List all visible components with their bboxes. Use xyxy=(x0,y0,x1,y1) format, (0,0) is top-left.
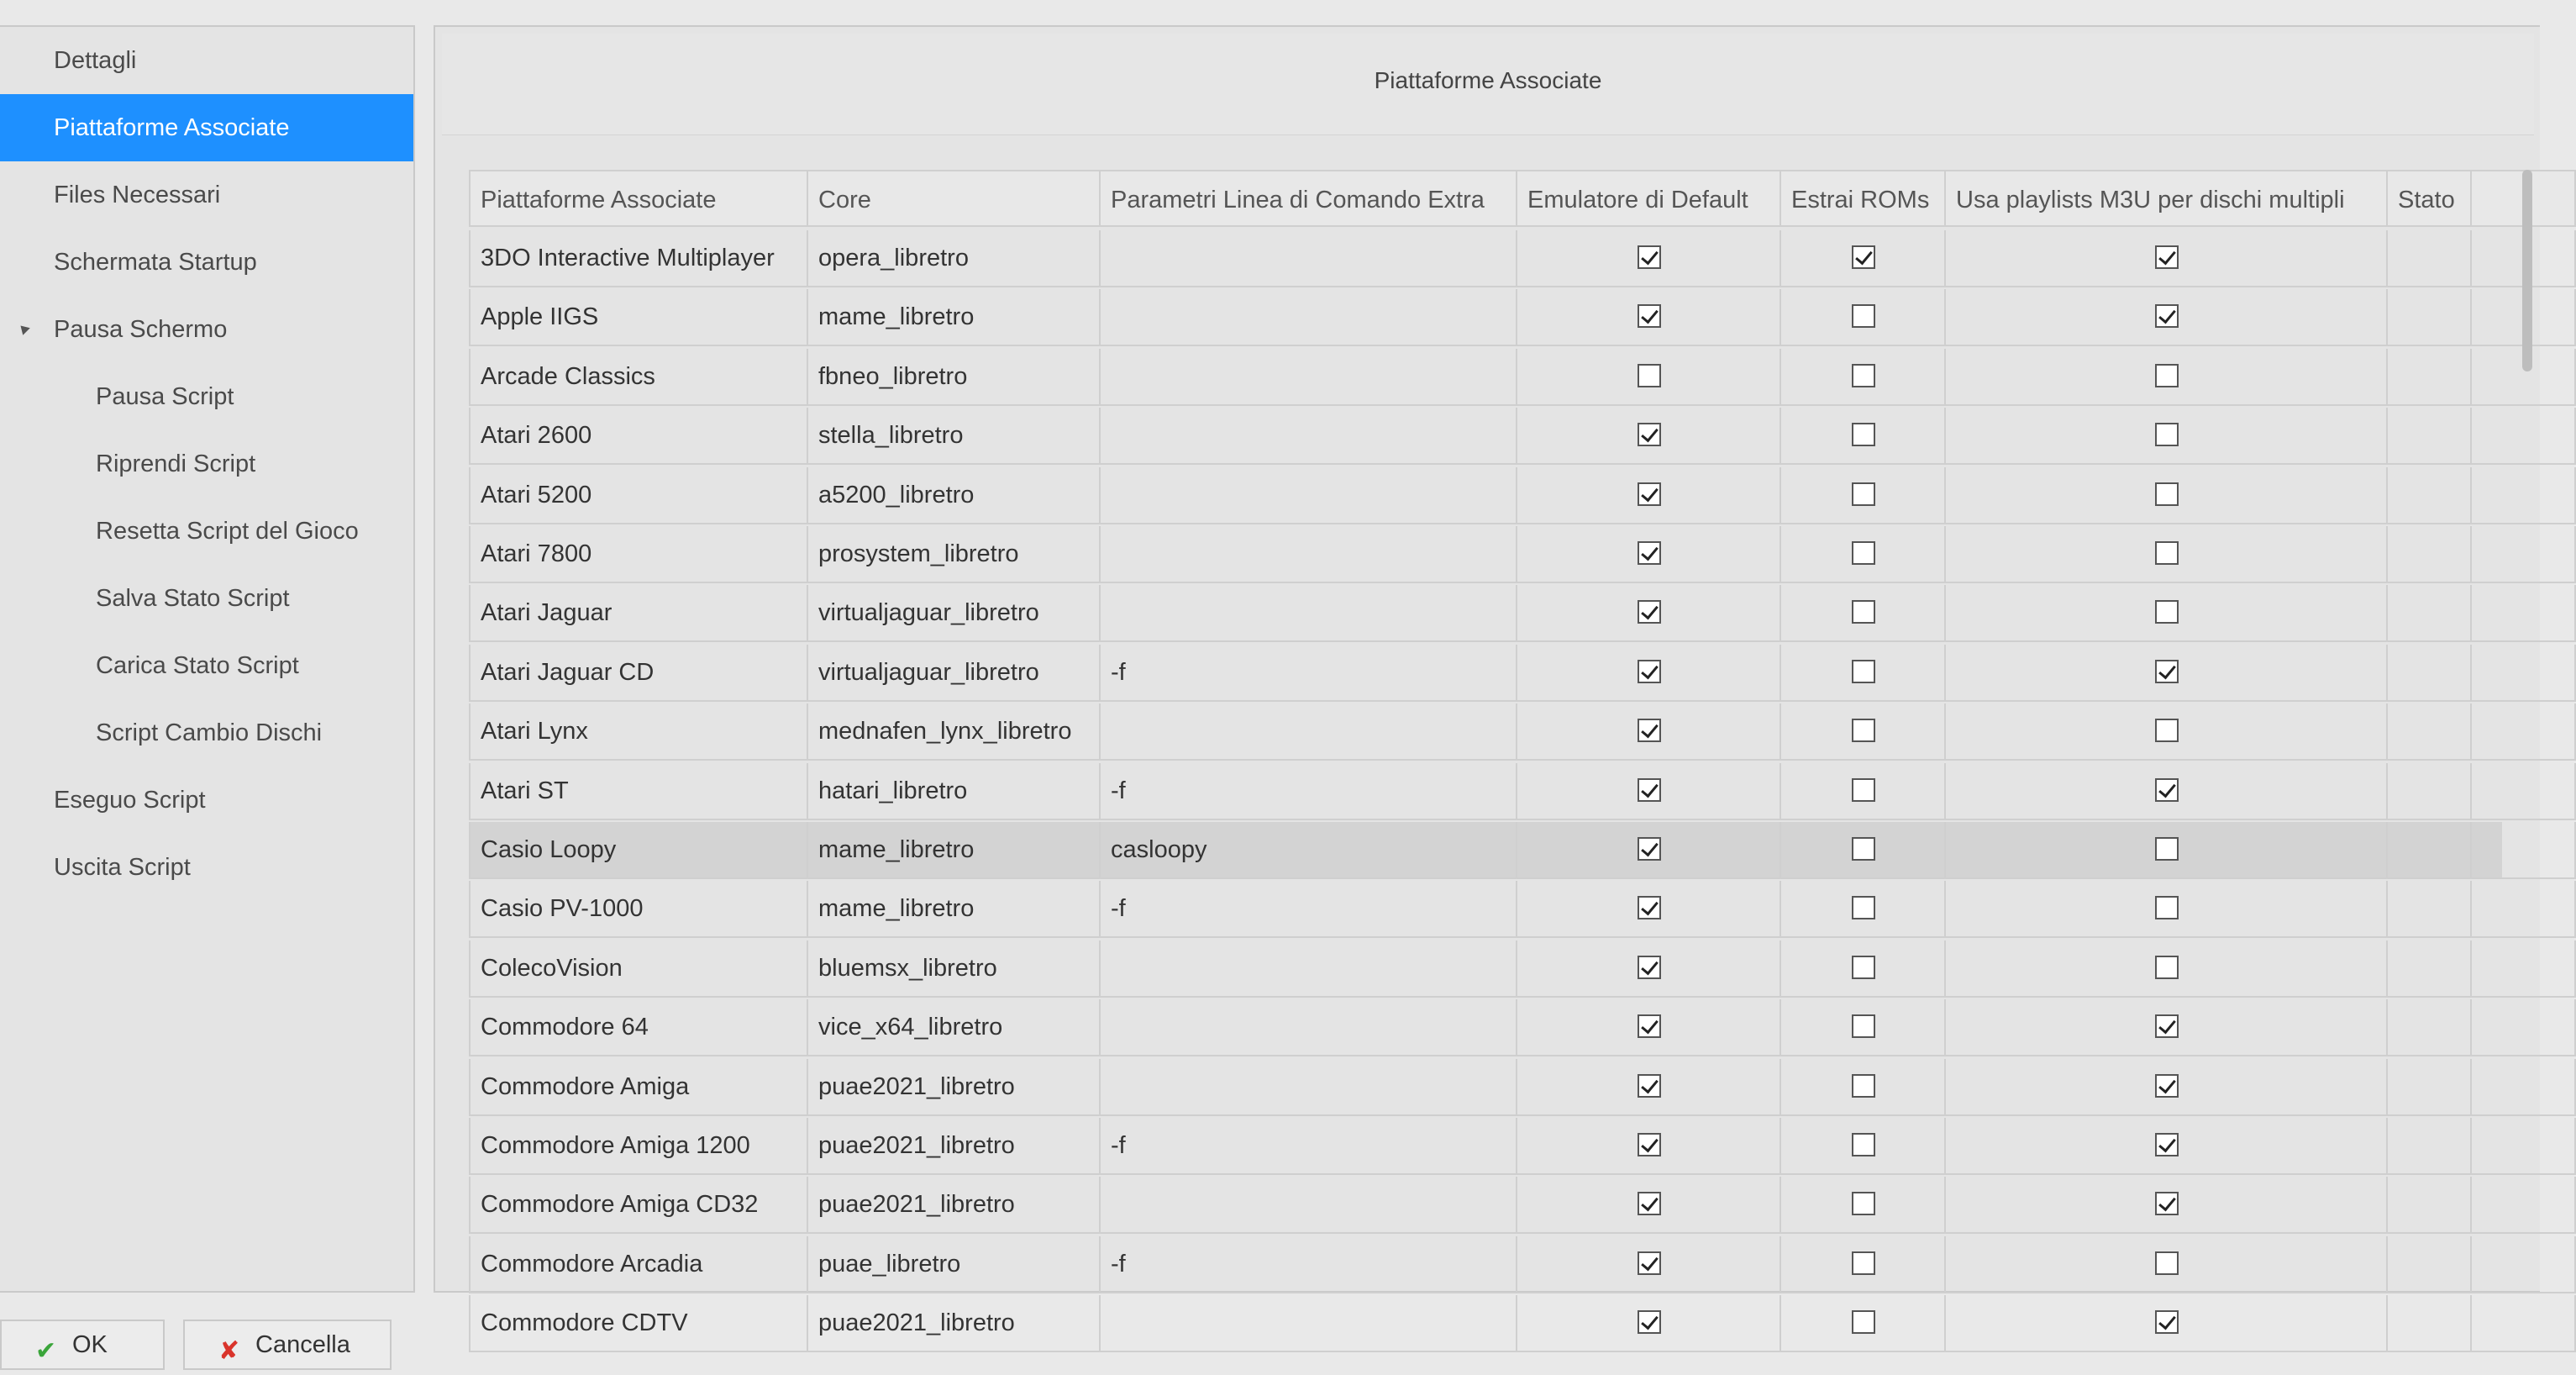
sidebar-item-label: Script Cambio Dischi xyxy=(96,719,323,746)
default-checkbox-cell xyxy=(1517,289,1781,346)
platform-cell[interactable]: Atari 2600 xyxy=(469,408,808,465)
core-cell[interactable]: puae2021_libretro xyxy=(808,1295,1101,1352)
m3u-checkbox-cell xyxy=(1946,822,2388,879)
default-checkbox[interactable] xyxy=(1638,541,1661,565)
default-checkbox-cell xyxy=(1517,703,1781,761)
status-cell xyxy=(2388,703,2472,761)
sidebar-item-label: Piattaforme Associate xyxy=(54,114,290,141)
extract-checkbox[interactable] xyxy=(1852,1310,1875,1334)
core-cell[interactable]: bluemsx_libretro xyxy=(808,940,1101,998)
platforms-table xyxy=(469,141,2519,1337)
extract-checkbox-cell xyxy=(1781,763,1946,820)
default-checkbox[interactable] xyxy=(1638,423,1661,446)
sidebar-item-pausa-schermo[interactable] xyxy=(0,296,413,363)
m3u-checkbox[interactable] xyxy=(2155,956,2179,979)
platform-cell[interactable]: Commodore Arcadia xyxy=(469,1236,808,1293)
m3u-checkbox[interactable] xyxy=(2155,245,2179,269)
core-cell[interactable]: puae_libretro xyxy=(808,1236,1101,1293)
sidebar-item-uscita-script[interactable] xyxy=(0,834,413,901)
platform-cell[interactable]: 3DO Interactive Multiplayer xyxy=(469,230,808,287)
close-icon: ✘ xyxy=(218,1337,240,1365)
table-row[interactable] xyxy=(469,999,2502,1056)
checkmark-icon: ✔ xyxy=(35,1337,57,1365)
sidebar-nav xyxy=(0,25,415,1293)
params-cell[interactable]: -f xyxy=(1101,1118,1517,1175)
params-cell[interactable] xyxy=(1101,408,1517,465)
m3u-checkbox[interactable] xyxy=(2155,541,2179,565)
platform-cell[interactable]: Commodore Amiga xyxy=(469,1059,808,1116)
default-checkbox-cell xyxy=(1517,1236,1781,1293)
status-cell xyxy=(2388,349,2472,406)
extract-checkbox-cell xyxy=(1781,703,1946,761)
default-checkbox[interactable] xyxy=(1638,304,1661,328)
default-checkbox[interactable] xyxy=(1638,1014,1661,1038)
column-header[interactable]: Emulatore di Default xyxy=(1517,170,1781,227)
extract-checkbox-cell xyxy=(1781,881,1946,938)
params-cell[interactable] xyxy=(1101,349,1517,406)
status-cell xyxy=(2388,881,2472,938)
column-header[interactable]: Parametri Linea di Comando Extra xyxy=(1101,170,1517,227)
extract-checkbox[interactable] xyxy=(1852,423,1875,446)
table-row[interactable] xyxy=(469,408,2502,465)
table-row[interactable] xyxy=(469,881,2502,938)
extract-checkbox[interactable] xyxy=(1852,719,1875,742)
m3u-checkbox-cell xyxy=(1946,349,2388,406)
column-header[interactable]: Usa playlists M3U per dischi multipli xyxy=(1946,170,2388,227)
default-checkbox-cell xyxy=(1517,408,1781,465)
status-cell xyxy=(2388,1059,2472,1116)
params-cell[interactable] xyxy=(1101,289,1517,346)
m3u-checkbox-cell xyxy=(1946,645,2388,702)
default-checkbox-cell xyxy=(1517,1295,1781,1352)
core-cell[interactable]: puae2021_libretro xyxy=(808,1059,1101,1116)
params-cell[interactable]: -f xyxy=(1101,645,1517,702)
params-cell[interactable]: -f xyxy=(1101,881,1517,938)
table-row[interactable] xyxy=(469,1295,2502,1352)
default-checkbox[interactable] xyxy=(1638,482,1661,506)
extract-checkbox-cell xyxy=(1781,230,1946,287)
spacer-cell xyxy=(2472,1295,2576,1352)
extract-checkbox[interactable] xyxy=(1852,1014,1875,1038)
table-row[interactable] xyxy=(469,230,2502,287)
ok-button-label: OK xyxy=(72,1331,108,1358)
m3u-checkbox[interactable] xyxy=(2155,1251,2179,1275)
table-row[interactable] xyxy=(469,289,2502,346)
sidebar-item-label: Pausa Script xyxy=(96,383,234,410)
extract-checkbox-cell xyxy=(1781,999,1946,1056)
collapse-triangle-icon[interactable] xyxy=(17,322,30,335)
default-checkbox-cell xyxy=(1517,349,1781,406)
core-cell[interactable]: vice_x64_libretro xyxy=(808,999,1101,1056)
core-cell[interactable]: mame_libretro xyxy=(808,289,1101,346)
params-cell[interactable] xyxy=(1101,1295,1517,1352)
params-cell[interactable] xyxy=(1101,230,1517,287)
core-cell[interactable]: opera_libretro xyxy=(808,230,1101,287)
default-checkbox[interactable] xyxy=(1638,1074,1661,1098)
extract-checkbox-cell xyxy=(1781,1118,1946,1175)
extract-checkbox[interactable] xyxy=(1852,896,1875,919)
default-checkbox[interactable] xyxy=(1638,1310,1661,1334)
extract-checkbox-cell xyxy=(1781,1177,1946,1234)
status-cell xyxy=(2388,940,2472,998)
sidebar-item-label: Uscita Script xyxy=(54,854,191,881)
m3u-checkbox[interactable] xyxy=(2155,1310,2179,1334)
sidebar-item-resetta-script[interactable] xyxy=(0,498,413,565)
platform-cell[interactable]: Commodore CDTV xyxy=(469,1295,808,1352)
table-row[interactable] xyxy=(469,763,2502,820)
core-cell[interactable]: puae2021_libretro xyxy=(808,1118,1101,1175)
sidebar-item-carica-stato-script[interactable] xyxy=(0,632,413,699)
platform-cell[interactable]: Atari Jaguar CD xyxy=(469,645,808,702)
m3u-checkbox-cell xyxy=(1946,999,2388,1056)
table-row[interactable] xyxy=(469,1118,2502,1175)
sidebar-item-label: Schermata Startup xyxy=(54,249,257,276)
status-cell xyxy=(2388,822,2472,879)
extract-checkbox[interactable] xyxy=(1852,1251,1875,1275)
default-checkbox[interactable] xyxy=(1638,1251,1661,1275)
core-cell[interactable]: a5200_libretro xyxy=(808,467,1101,524)
status-cell xyxy=(2388,1236,2472,1293)
extract-checkbox[interactable] xyxy=(1852,245,1875,269)
m3u-checkbox[interactable] xyxy=(2155,778,2179,802)
default-checkbox[interactable] xyxy=(1638,1192,1661,1215)
sidebar-item-label: Riprendi Script xyxy=(96,450,256,477)
extract-checkbox-cell xyxy=(1781,1236,1946,1293)
vertical-scrollbar[interactable] xyxy=(2517,161,2534,1279)
platform-cell[interactable]: Commodore 64 xyxy=(469,999,808,1056)
core-cell[interactable]: mame_libretro xyxy=(808,881,1101,938)
table-row[interactable] xyxy=(469,526,2502,583)
default-checkbox[interactable] xyxy=(1638,837,1661,861)
m3u-checkbox-cell xyxy=(1946,526,2388,583)
default-checkbox-cell xyxy=(1517,230,1781,287)
m3u-checkbox-cell xyxy=(1946,230,2388,287)
m3u-checkbox-cell xyxy=(1946,1059,2388,1116)
extract-checkbox-cell xyxy=(1781,289,1946,346)
m3u-checkbox-cell xyxy=(1946,467,2388,524)
platform-cell[interactable]: Casio Loopy xyxy=(469,822,808,879)
table-row[interactable] xyxy=(469,467,2502,524)
extract-checkbox-cell xyxy=(1781,349,1946,406)
platform-cell[interactable]: ColecoVision xyxy=(469,940,808,998)
main-panel xyxy=(434,25,2540,1337)
params-cell[interactable]: -f xyxy=(1101,763,1517,820)
m3u-checkbox[interactable] xyxy=(2155,364,2179,387)
status-cell xyxy=(2388,1177,2472,1234)
column-header[interactable]: Piattaforme Associate xyxy=(469,170,808,227)
table-row[interactable] xyxy=(469,703,2502,761)
sidebar-item-dettagli[interactable] xyxy=(0,27,413,94)
extract-checkbox-cell xyxy=(1781,822,1946,879)
platform-cell[interactable]: Casio PV-1000 xyxy=(469,881,808,938)
default-checkbox-cell xyxy=(1517,467,1781,524)
params-cell[interactable]: casloopy xyxy=(1101,822,1517,879)
table-row[interactable] xyxy=(469,1059,2502,1116)
default-checkbox-cell xyxy=(1517,1118,1781,1175)
default-checkbox[interactable] xyxy=(1638,778,1661,802)
default-checkbox[interactable] xyxy=(1638,956,1661,979)
m3u-checkbox-cell xyxy=(1946,881,2388,938)
params-cell[interactable] xyxy=(1101,1177,1517,1234)
params-cell[interactable]: -f xyxy=(1101,1236,1517,1293)
m3u-checkbox-cell xyxy=(1946,408,2388,465)
platform-cell[interactable]: Atari Lynx xyxy=(469,703,808,761)
ok-button[interactable] xyxy=(0,1320,165,1370)
extract-checkbox-cell xyxy=(1781,526,1946,583)
table-row[interactable] xyxy=(469,1236,2502,1293)
m3u-checkbox[interactable] xyxy=(2155,1192,2179,1215)
status-cell xyxy=(2388,408,2472,465)
m3u-checkbox-cell xyxy=(1946,1295,2388,1352)
m3u-checkbox[interactable] xyxy=(2155,423,2179,446)
sidebar-item-pausa-script[interactable] xyxy=(0,363,413,430)
params-cell[interactable] xyxy=(1101,999,1517,1056)
default-checkbox-cell xyxy=(1517,1177,1781,1234)
column-header[interactable]: Estrai ROMs xyxy=(1781,170,1946,227)
core-cell[interactable]: fbneo_libretro xyxy=(808,349,1101,406)
platform-cell[interactable]: Atari ST xyxy=(469,763,808,820)
extract-checkbox[interactable] xyxy=(1852,1133,1875,1156)
sidebar-item-label: Pausa Schermo xyxy=(54,316,228,343)
sidebar-item-eseguo-script[interactable] xyxy=(0,767,413,834)
table-row[interactable] xyxy=(469,1177,2502,1234)
page-title: Piattaforme Associate xyxy=(442,34,2534,135)
platform-cell[interactable]: Atari 7800 xyxy=(469,526,808,583)
column-header[interactable]: Core xyxy=(808,170,1101,227)
status-cell xyxy=(2388,1118,2472,1175)
default-checkbox-cell xyxy=(1517,881,1781,938)
core-cell[interactable]: virtualjaguar_libretro xyxy=(808,645,1101,702)
table-row[interactable] xyxy=(469,822,2502,879)
m3u-checkbox[interactable] xyxy=(2155,719,2179,742)
default-checkbox[interactable] xyxy=(1638,364,1661,387)
core-cell[interactable]: puae2021_libretro xyxy=(808,1177,1101,1234)
default-checkbox[interactable] xyxy=(1638,600,1661,624)
cancel-button[interactable] xyxy=(183,1320,392,1370)
table-row[interactable] xyxy=(469,645,2502,702)
sidebar-item-schermata-startup[interactable] xyxy=(0,229,413,296)
m3u-checkbox[interactable] xyxy=(2155,837,2179,861)
extract-checkbox[interactable] xyxy=(1852,304,1875,328)
platform-cell[interactable]: Atari 5200 xyxy=(469,467,808,524)
extract-checkbox[interactable] xyxy=(1852,956,1875,979)
default-checkbox-cell xyxy=(1517,763,1781,820)
table-row[interactable] xyxy=(469,349,2502,406)
m3u-checkbox[interactable] xyxy=(2155,1133,2179,1156)
extract-checkbox[interactable] xyxy=(1852,778,1875,802)
extract-checkbox-cell xyxy=(1781,467,1946,524)
m3u-checkbox[interactable] xyxy=(2155,600,2179,624)
sidebar-item-label: Salva Stato Script xyxy=(96,585,290,612)
extract-checkbox[interactable] xyxy=(1852,482,1875,506)
m3u-checkbox-cell xyxy=(1946,585,2388,642)
m3u-checkbox[interactable] xyxy=(2155,1014,2179,1038)
sidebar-item-label: Dettagli xyxy=(54,47,137,74)
platform-cell[interactable]: Commodore Amiga 1200 xyxy=(469,1118,808,1175)
params-cell[interactable] xyxy=(1101,703,1517,761)
sidebar-item-files-necessari[interactable] xyxy=(0,161,413,229)
extract-checkbox[interactable] xyxy=(1852,660,1875,683)
core-cell[interactable]: mame_libretro xyxy=(808,822,1101,879)
default-checkbox-cell xyxy=(1517,526,1781,583)
default-checkbox[interactable] xyxy=(1638,719,1661,742)
default-checkbox[interactable] xyxy=(1638,896,1661,919)
params-cell[interactable] xyxy=(1101,1059,1517,1116)
status-cell xyxy=(2388,763,2472,820)
status-cell xyxy=(2388,230,2472,287)
extract-checkbox[interactable] xyxy=(1852,837,1875,861)
core-cell[interactable]: mednafen_lynx_libretro xyxy=(808,703,1101,761)
default-checkbox-cell xyxy=(1517,645,1781,702)
default-checkbox[interactable] xyxy=(1638,660,1661,683)
m3u-checkbox[interactable] xyxy=(2155,304,2179,328)
extract-checkbox-cell xyxy=(1781,940,1946,998)
core-cell[interactable]: stella_libretro xyxy=(808,408,1101,465)
sidebar-item-label: Resetta Script del Gioco xyxy=(96,518,359,545)
params-cell[interactable] xyxy=(1101,585,1517,642)
m3u-checkbox-cell xyxy=(1946,940,2388,998)
core-cell[interactable]: hatari_libretro xyxy=(808,763,1101,820)
cancel-button-label: Cancella xyxy=(255,1331,350,1358)
extract-checkbox[interactable] xyxy=(1852,541,1875,565)
sidebar-item-label: Carica Stato Script xyxy=(96,652,299,679)
m3u-checkbox[interactable] xyxy=(2155,482,2179,506)
default-checkbox-cell xyxy=(1517,1059,1781,1116)
default-checkbox-cell xyxy=(1517,999,1781,1056)
extract-checkbox[interactable] xyxy=(1852,364,1875,387)
core-cell[interactable]: prosystem_libretro xyxy=(808,526,1101,583)
extract-checkbox-cell xyxy=(1781,645,1946,702)
default-checkbox[interactable] xyxy=(1638,245,1661,269)
sidebar-item-script-cambio-dischi[interactable] xyxy=(0,699,413,767)
status-cell xyxy=(2388,645,2472,702)
m3u-checkbox-cell xyxy=(1946,763,2388,820)
sidebar-item-riprendi-script[interactable] xyxy=(0,430,413,498)
extract-checkbox[interactable] xyxy=(1852,1192,1875,1215)
m3u-checkbox[interactable] xyxy=(2155,896,2179,919)
m3u-checkbox-cell xyxy=(1946,703,2388,761)
platform-cell[interactable]: Commodore Amiga CD32 xyxy=(469,1177,808,1234)
extract-checkbox[interactable] xyxy=(1852,1074,1875,1098)
m3u-checkbox-cell xyxy=(1946,1118,2388,1175)
status-cell xyxy=(2388,289,2472,346)
sidebar-item-label: Eseguo Script xyxy=(54,787,206,814)
m3u-checkbox[interactable] xyxy=(2155,660,2179,683)
platform-cell[interactable]: Apple IIGS xyxy=(469,289,808,346)
extract-checkbox[interactable] xyxy=(1852,600,1875,624)
platform-cell[interactable]: Atari Jaguar xyxy=(469,585,808,642)
sidebar-item-label: Files Necessari xyxy=(54,182,221,208)
column-header[interactable]: Stato xyxy=(2388,170,2472,227)
extract-checkbox-cell xyxy=(1781,585,1946,642)
params-cell[interactable] xyxy=(1101,940,1517,998)
default-checkbox-cell xyxy=(1517,940,1781,998)
default-checkbox-cell xyxy=(1517,822,1781,879)
status-cell xyxy=(2388,999,2472,1056)
status-cell xyxy=(2388,1295,2472,1352)
m3u-checkbox-cell xyxy=(1946,1177,2388,1234)
m3u-checkbox-cell xyxy=(1946,1236,2388,1293)
default-checkbox-cell xyxy=(1517,585,1781,642)
status-cell xyxy=(2388,585,2472,642)
default-checkbox[interactable] xyxy=(1638,1133,1661,1156)
extract-checkbox-cell xyxy=(1781,1295,1946,1352)
status-cell xyxy=(2388,526,2472,583)
params-cell[interactable] xyxy=(1101,526,1517,583)
m3u-checkbox-cell xyxy=(1946,289,2388,346)
params-cell[interactable] xyxy=(1101,467,1517,524)
scrollbar-thumb[interactable] xyxy=(2522,170,2532,371)
sidebar-item-salva-stato-script[interactable] xyxy=(0,565,413,632)
status-cell xyxy=(2388,467,2472,524)
extract-checkbox-cell xyxy=(1781,1059,1946,1116)
table-row[interactable] xyxy=(469,940,2502,998)
table-row[interactable] xyxy=(469,585,2502,642)
sidebar-item-piattaforme-associate[interactable] xyxy=(0,94,413,161)
platform-cell[interactable]: Arcade Classics xyxy=(469,349,808,406)
m3u-checkbox[interactable] xyxy=(2155,1074,2179,1098)
core-cell[interactable]: virtualjaguar_libretro xyxy=(808,585,1101,642)
extract-checkbox-cell xyxy=(1781,408,1946,465)
